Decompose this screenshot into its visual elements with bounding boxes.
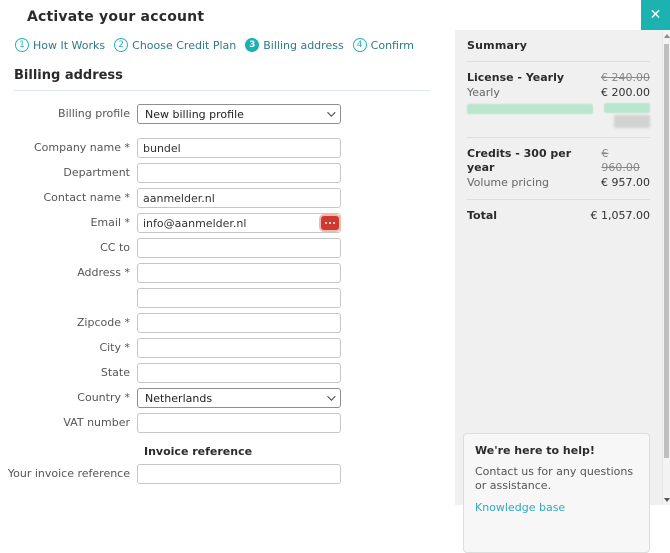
close-button[interactable] bbox=[641, 0, 670, 30]
step-3-circle: 3 bbox=[245, 38, 259, 52]
divider bbox=[467, 61, 650, 62]
scrollbar[interactable] bbox=[662, 30, 670, 505]
red-dots-icon[interactable] bbox=[321, 216, 339, 230]
credits-name: Credits - 300 per year bbox=[467, 147, 572, 174]
contact-name-input[interactable] bbox=[137, 188, 341, 208]
help-box bbox=[463, 433, 650, 553]
form-row-company-name bbox=[0, 138, 455, 158]
invoice-reference-heading: Invoice reference bbox=[144, 445, 253, 458]
redacted-discount-amount bbox=[604, 103, 650, 113]
city-label: City * bbox=[99, 341, 130, 354]
form-row-vat-number bbox=[0, 413, 455, 433]
total-amount: € 1,057.00 bbox=[590, 209, 650, 222]
vat-number-label: VAT number bbox=[63, 416, 130, 429]
department-label: Department bbox=[63, 166, 130, 179]
state-label: State bbox=[100, 366, 130, 379]
credits-price: € 957.00 bbox=[601, 176, 650, 189]
form-row-address-1 bbox=[0, 263, 455, 283]
company-name-label: Company name * bbox=[33, 141, 130, 154]
contact-name-label: Contact name * bbox=[43, 191, 130, 204]
total-row bbox=[467, 209, 650, 223]
step-choose-credit-plan[interactable]: 2 Choose Credit Plan bbox=[114, 38, 236, 52]
redacted-amount-block bbox=[614, 115, 650, 128]
close-icon: ✕ bbox=[649, 7, 662, 23]
billing-profile-select[interactable]: New billing profile bbox=[137, 104, 341, 124]
step-2-circle: 2 bbox=[114, 38, 128, 52]
email-label: Email * bbox=[90, 216, 130, 229]
help-title: We're here to help! bbox=[475, 444, 595, 457]
redacted-discount-text bbox=[467, 104, 593, 114]
knowledge-base-link[interactable]: Knowledge base bbox=[475, 501, 566, 514]
wizard-stepper bbox=[15, 38, 455, 52]
form-row-state bbox=[0, 363, 455, 383]
form-row-billing-profile bbox=[0, 104, 455, 124]
credits-original-price: € 960.00 bbox=[601, 147, 640, 174]
company-name-input[interactable] bbox=[137, 138, 341, 158]
credits-plan-row bbox=[467, 176, 650, 190]
license-price: € 200.00 bbox=[601, 86, 650, 99]
invoice-reference-label: Your invoice reference bbox=[7, 467, 130, 480]
form-row-country bbox=[0, 388, 455, 408]
total-label: Total bbox=[467, 209, 498, 222]
redacted-discount-row bbox=[467, 103, 650, 128]
summary-title: Summary bbox=[467, 39, 528, 52]
billing-profile-label: Billing profile bbox=[58, 107, 130, 120]
scrollbar-thumb[interactable] bbox=[664, 44, 669, 458]
form-row-cc-to bbox=[0, 238, 455, 258]
chevron-down-icon bbox=[327, 108, 335, 116]
modal-title: Activate your account bbox=[27, 9, 205, 25]
step-1-circle: 1 bbox=[15, 38, 29, 52]
scroll-down-arrow-icon[interactable] bbox=[664, 498, 670, 502]
form-row-city bbox=[0, 338, 455, 358]
zipcode-label: Zipcode * bbox=[76, 316, 130, 329]
city-input[interactable] bbox=[137, 338, 341, 358]
credits-plan: Volume pricing bbox=[467, 176, 550, 189]
zipcode-input[interactable] bbox=[137, 313, 341, 333]
billing-address-form bbox=[0, 104, 455, 484]
chevron-down-icon bbox=[327, 392, 335, 400]
department-input[interactable] bbox=[137, 163, 341, 183]
scroll-up-arrow-icon[interactable] bbox=[664, 34, 670, 38]
section-title-billing-address: Billing address bbox=[14, 68, 430, 91]
vat-number-input[interactable] bbox=[137, 413, 341, 433]
form-row-contact-name bbox=[0, 188, 455, 208]
step-billing-address[interactable]: 3 Billing address bbox=[245, 38, 343, 52]
license-plan-row bbox=[467, 86, 650, 100]
credits-name-row bbox=[467, 147, 650, 175]
license-original-price: € 240.00 bbox=[601, 71, 650, 84]
form-row-invoice-reference bbox=[0, 464, 455, 484]
step-4-circle: 4 bbox=[353, 38, 367, 52]
license-plan: Yearly bbox=[467, 86, 500, 99]
summary-panel bbox=[455, 30, 662, 514]
divider bbox=[467, 137, 650, 138]
address-line2-input[interactable] bbox=[137, 288, 341, 308]
country-select[interactable]: Netherlands bbox=[137, 388, 341, 408]
form-row-department bbox=[0, 163, 455, 183]
address-label: Address * bbox=[77, 266, 130, 279]
license-name-row bbox=[467, 71, 650, 85]
license-name: License - Yearly bbox=[467, 71, 565, 84]
step-how-it-works[interactable]: 1 How It Works bbox=[15, 38, 105, 52]
cc-to-label: CC to bbox=[100, 241, 130, 254]
state-input[interactable] bbox=[137, 363, 341, 383]
cc-to-input[interactable] bbox=[137, 238, 341, 258]
divider bbox=[467, 199, 650, 200]
country-label: Country * bbox=[77, 391, 130, 404]
form-row-address-2 bbox=[0, 288, 455, 308]
step-confirm[interactable]: 4 Confirm bbox=[353, 38, 414, 52]
form-row-zipcode bbox=[0, 313, 455, 333]
invoice-reference-input[interactable] bbox=[137, 464, 341, 484]
help-text: Contact us for any questions or assistance. bbox=[475, 465, 634, 492]
email-input[interactable] bbox=[137, 213, 341, 233]
address-line1-input[interactable] bbox=[137, 263, 341, 283]
form-row-email bbox=[0, 213, 455, 233]
